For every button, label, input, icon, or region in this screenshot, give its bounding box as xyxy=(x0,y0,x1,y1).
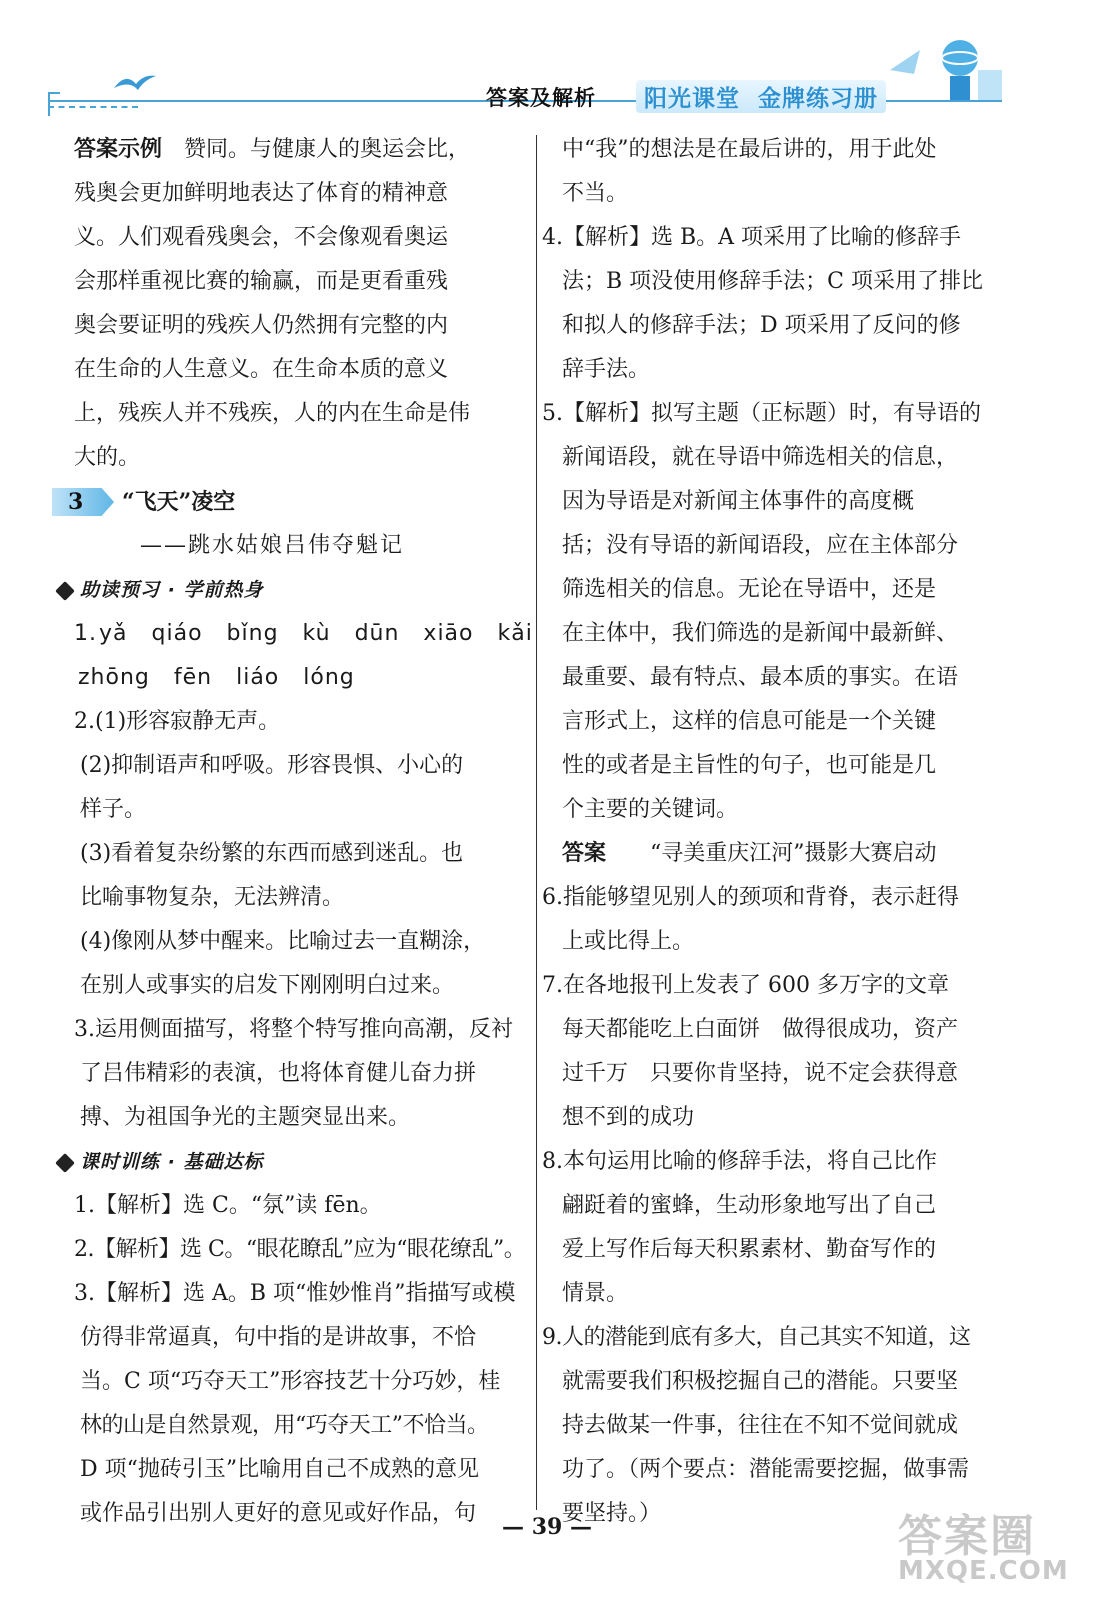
training-3-line: 或作品引出别人更好的意见或好作品，句 xyxy=(80,1501,477,1526)
r7-line: 每天都能吃上白面饼 做得很成功，资产 xyxy=(562,1017,959,1042)
training-3-line: D 项“抛砖引玉”比喻用自己不成熟的意见 xyxy=(80,1457,480,1482)
pinyin: kǎi xyxy=(497,621,533,646)
left-column xyxy=(68,128,533,1536)
bird-icon xyxy=(112,68,158,96)
r5-line: 筛选相关的信息。无论在导语中，还是 xyxy=(562,577,937,602)
pinyin: xiāo xyxy=(423,621,474,646)
r5-line: 括；没有导语的新闻语段，应在主体部分 xyxy=(562,533,959,558)
r5-line: 言形式上，这样的信息可能是一个关键 xyxy=(562,709,937,734)
pinyin: dūn xyxy=(354,621,400,646)
example-answer-first-line xyxy=(74,128,522,172)
r7-line: 想不到的成功 xyxy=(562,1105,695,1130)
q2-line: 2.(1)形容寂静无声。 xyxy=(74,709,281,734)
q2-line: (4)像刚从梦中醒来。比喻过去一直糊涂， xyxy=(80,929,486,954)
r8-line: 8.本句运用比喻的修辞手法，将自己比作 xyxy=(542,1149,937,1174)
pinyin: kù xyxy=(302,621,331,646)
q3-line: 搏、为祖国争光的主题突显出来。 xyxy=(80,1105,411,1130)
r5-line: 性的或者是主旨性的句子，也可能是几 xyxy=(562,753,937,778)
example-line: 残奥会更加鲜明地表达了体育的精神意 xyxy=(74,181,449,206)
brand-part-2: 金牌练习册 xyxy=(758,86,878,112)
q2-line: 比喻事物复杂，无法辨清。 xyxy=(80,885,345,910)
r6-line: 上或比得上。 xyxy=(562,929,695,954)
r8-line: 爱上写作后每天积累素材、勤奋写作的 xyxy=(562,1237,937,1262)
r5-line: 5.【解析】拟写主题（正标题）时，有导语的 xyxy=(542,401,981,426)
r9-line: 要坚持。） xyxy=(562,1501,662,1526)
training-3-line: 仿得非常逼真，句中指的是讲故事，不恰 xyxy=(80,1325,477,1350)
pinyin-line-1 xyxy=(74,612,533,656)
page-number: — 39 — xyxy=(502,1514,592,1540)
page-header xyxy=(0,0,1094,130)
r5-line: 因为导语是对新闻主体事件的高度概 xyxy=(562,489,915,514)
r6-line: 6.指能够望见别人的颈项和背脊，表示赶得 xyxy=(542,885,959,910)
training-3-line: 林的山是自然景观，用“巧夺天工”不恰当。 xyxy=(80,1413,489,1438)
q2-line: 在别人或事实的启发下刚刚明白过来。 xyxy=(80,973,455,998)
section-heading-text: 课时训练 · 基础达标 xyxy=(80,1151,264,1173)
r5-answer xyxy=(542,832,1012,876)
header-dash xyxy=(48,106,138,108)
r9-line: 功了。（两个要点：潜能需要挖掘，做事需 xyxy=(562,1457,970,1482)
example-line: 在生命的人生意义。在生命本质的意义 xyxy=(74,357,449,382)
training-3-line: 3.【解析】选 A。B 项“惟妙惟肖”指描写或模 xyxy=(74,1281,516,1306)
r4-line: 和拟人的修辞手法；D 项采用了反问的修 xyxy=(562,313,961,338)
r9-line: 持去做某一件事，往往在不知不觉间就成 xyxy=(562,1413,959,1438)
q2-line: (3)看着复杂纷繁的东西而感到迷乱。也 xyxy=(80,841,464,866)
lesson-subtitle: ——跳水姑娘吕伟夺魁记 xyxy=(140,533,405,558)
header-bracket xyxy=(48,92,60,116)
right-column xyxy=(542,128,1012,1536)
section-heading-preview xyxy=(54,568,522,612)
q2-line: 样子。 xyxy=(80,797,147,822)
pinyin: zhōng xyxy=(78,665,150,690)
pinyin: fēn xyxy=(173,665,213,690)
training-2: 2.【解析】选 C。“眼花瞭乱”应为“眼花缭乱”。 xyxy=(74,1237,526,1262)
r9-line: 9.人的潜能到底有多大，自己其实不知道，这 xyxy=(542,1325,971,1350)
globe-telescope-icon xyxy=(890,30,1010,110)
column-divider xyxy=(536,135,537,1510)
brand-part-1: 阳光课堂 xyxy=(644,86,740,112)
r5-line: 新闻语段，就在导语中筛选相关的信息， xyxy=(562,445,959,470)
example-line: 上，残疾人并不残疾，人的内在生命是伟 xyxy=(74,401,471,426)
q2-line: (2)抑制语声和呼吸。形容畏惧、小心的 xyxy=(80,753,464,778)
r9-line: 就需要我们积极挖掘自己的潜能。只要坚 xyxy=(562,1369,959,1394)
answer-text: “寻美重庆江河”摄影大赛启动 xyxy=(650,841,937,866)
watermark-bottom: MXQE.COM xyxy=(898,1556,1069,1586)
r7-line: 7.在各地报刊上发表了 600 多万字的文章 xyxy=(542,973,949,998)
pinyin: bǐng xyxy=(226,621,279,646)
watermark-logo xyxy=(898,1500,1069,1586)
q3-line: 3.运用侧面描写，将整个特写推向高潮，反衬 xyxy=(74,1017,513,1042)
r5-line: 在主体中，我们筛选的是新闻中最新鲜、 xyxy=(562,621,959,646)
example-line: 赞同。与健康人的奥运会比， xyxy=(184,137,471,162)
pinyin: liáo xyxy=(236,665,280,690)
r4-line: 4.【解析】选 B。A 项采用了比喻的修辞手 xyxy=(542,225,962,250)
section-heading-text: 助读预习 · 学前热身 xyxy=(80,579,264,601)
example-line: 奥会要证明的残疾人仍然拥有完整的内 xyxy=(74,313,449,338)
r7-line: 过千万 只要你肯坚持，说不定会获得意 xyxy=(562,1061,959,1086)
continued-line: 中“我”的想法是在最后讲的，用于此处 xyxy=(562,137,937,162)
diamond-icon xyxy=(55,581,75,601)
lesson-heading xyxy=(52,480,522,524)
lesson-number: 3 xyxy=(68,489,84,515)
pinyin: lóng xyxy=(303,665,355,690)
r5-line: 最重要、最有特点、最本质的事实。在语 xyxy=(562,665,959,690)
example-line: 大的。 xyxy=(74,445,141,470)
section-heading-training xyxy=(54,1140,522,1184)
pinyin-line-2 xyxy=(74,656,522,700)
training-1: 1.【解析】选 C。“氛”读 fēn。 xyxy=(74,1193,382,1218)
r8-line: 情景。 xyxy=(562,1281,629,1306)
training-3-line: 当。C 项“巧夺天工”形容技艺十分巧妙，桂 xyxy=(80,1369,501,1394)
example-label: 答案示例 xyxy=(74,137,163,162)
example-line: 义。人们观看残奥会，不会像观看奥运 xyxy=(74,225,449,250)
r8-line: 翩跹着的蜜蜂，生动形象地写出了自己 xyxy=(562,1193,937,1218)
pinyin: yǎ xyxy=(99,621,128,646)
q1-number: 1. xyxy=(74,621,97,646)
example-line: 会那样重视比赛的输赢，而是更看重残 xyxy=(74,269,449,294)
lesson-title: “飞天”凌空 xyxy=(122,489,236,515)
section-title: 答案及解析 xyxy=(486,86,596,110)
brand-title xyxy=(636,80,886,113)
q3-line: 了吕伟精彩的表演，也将体育健儿奋力拼 xyxy=(80,1061,477,1086)
watermark-top: 答案圈 xyxy=(898,1511,1036,1562)
pinyin: qiáo xyxy=(151,621,203,646)
answer-label: 答案 xyxy=(562,841,607,866)
continued-line: 不当。 xyxy=(562,181,629,206)
r4-line: 辞手法。 xyxy=(562,357,651,382)
r4-line: 法；B 项没使用修辞手法；C 项采用了排比 xyxy=(562,269,983,294)
r5-line: 个主要的关键词。 xyxy=(562,797,739,822)
diamond-icon xyxy=(55,1153,75,1173)
